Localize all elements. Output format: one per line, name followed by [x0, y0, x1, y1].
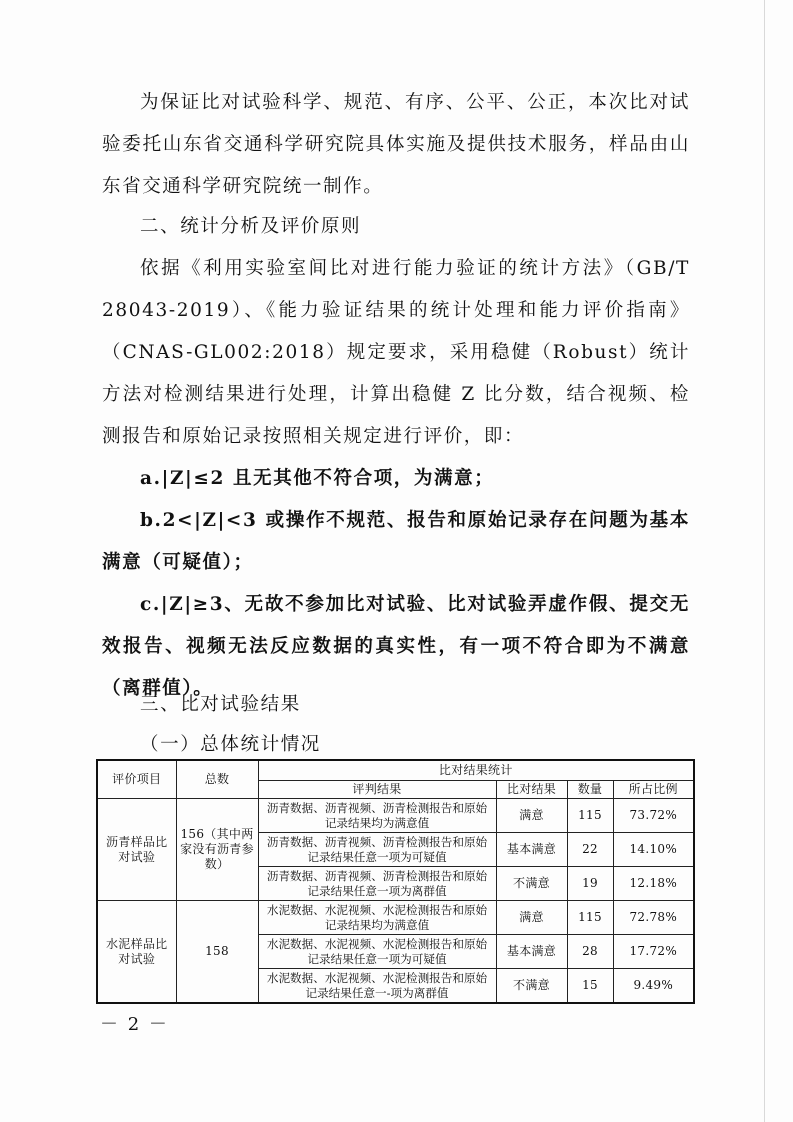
- table-header-row: [97, 760, 694, 781]
- count-cell: 22: [567, 833, 613, 867]
- count-cell: 15: [567, 969, 613, 1004]
- judge-cell: 水泥数据、水泥视频、水泥检测报告和原始记录结果任意一-项为离群值: [258, 969, 496, 1004]
- count-cell: 28: [567, 935, 613, 969]
- judge-cell: 沥青数据、沥青视频、沥青检测报告和原始记录结果均为满意值: [258, 799, 496, 833]
- ratio-cell: 73.72%: [613, 799, 694, 833]
- section-2-title: 二、统计分析及评价原则: [140, 216, 362, 237]
- section-3-title: 三、比对试验结果: [140, 694, 301, 715]
- result-cell: 满意: [496, 901, 567, 935]
- header-group: 比对结果统计: [258, 760, 694, 781]
- criterion-a: a.|Z|≤2 且无其他不符合项，为满意；: [140, 468, 495, 489]
- count-cell: 19: [567, 867, 613, 901]
- header-item: 评价项目: [97, 760, 176, 799]
- criterion-b: b.2<|Z|<3 或操作不规范、报告和原始记录存在问题为基本满意（可疑值）；: [102, 510, 690, 573]
- table-row: [97, 799, 694, 833]
- judge-cell: 水泥数据、水泥视频、水泥检测报告和原始记录结果任意一项为可疑值: [258, 935, 496, 969]
- header-total: 总数: [176, 760, 258, 799]
- subsection-1-title: （一）总体统计情况: [140, 734, 321, 755]
- judge-cell: 水泥数据、水泥视频、水泥检测报告和原始记录结果均为满意值: [258, 901, 496, 935]
- ratio-cell: 12.18%: [613, 867, 694, 901]
- header-ratio: 所占比例: [613, 781, 694, 799]
- ratio-cell: 72.78%: [613, 901, 694, 935]
- result-cell: 基本满意: [496, 935, 567, 969]
- intro-paragraph: 为保证比对试验科学、规范、有序、公平、公正，本次比对试验委托山东省交通科学研究院具体实施及提供技术服务，样品由山东省交通科学研究院统一制作。: [102, 92, 690, 197]
- basis-paragraph: 依据《利用实验室间比对进行能力验证的统计方法》（GB/T 28043-2019）、《能力验证结果的统计处理和能力评价指南》（CNAS-GL002:2018）规定要求，采用稳健（Robust）统计方法对检测结果进行处理，计算出稳健 Z 比分数，结合视频、检测报告和原始记录按照相关规定进行评价，即：: [102, 258, 698, 447]
- result-cell: 基本满意: [496, 833, 567, 867]
- scan-edge-line: [764, 0, 765, 1122]
- table-row: [97, 901, 694, 935]
- total-cell: 158: [176, 901, 258, 1004]
- count-cell: 115: [567, 799, 613, 833]
- ratio-cell: 17.72%: [613, 935, 694, 969]
- count-cell: 115: [567, 901, 613, 935]
- page-number: － 2 －: [100, 1014, 169, 1035]
- result-cell: 不满意: [496, 969, 567, 1004]
- judge-cell: 沥青数据、沥青视频、沥青检测报告和原始记录结果任意一项为可疑值: [258, 833, 496, 867]
- criterion-c: c.|Z|≥3、无故不参加比对试验、比对试验弄虚作假、提交无效报告、视频无法反应数据的真实性，有一项不符合即为不满意（离群值）。: [102, 594, 690, 699]
- result-cell: 不满意: [496, 867, 567, 901]
- item-cell: 水泥样品比对试验: [97, 901, 176, 1004]
- header-count: 数量: [567, 781, 613, 799]
- header-judge: 评判结果: [258, 781, 496, 799]
- result-cell: 满意: [496, 799, 567, 833]
- judge-cell: 沥青数据、沥青视频、沥青检测报告和原始记录结果任意一项为离群值: [258, 867, 496, 901]
- header-result: 比对结果: [496, 781, 567, 799]
- overall-statistics-table: [96, 759, 695, 1004]
- ratio-cell: 14.10%: [613, 833, 694, 867]
- ratio-cell: 9.49%: [613, 969, 694, 1004]
- total-cell: 156（其中两家没有沥青参数）: [176, 799, 258, 901]
- item-cell: 沥青样品比对试验: [97, 799, 176, 901]
